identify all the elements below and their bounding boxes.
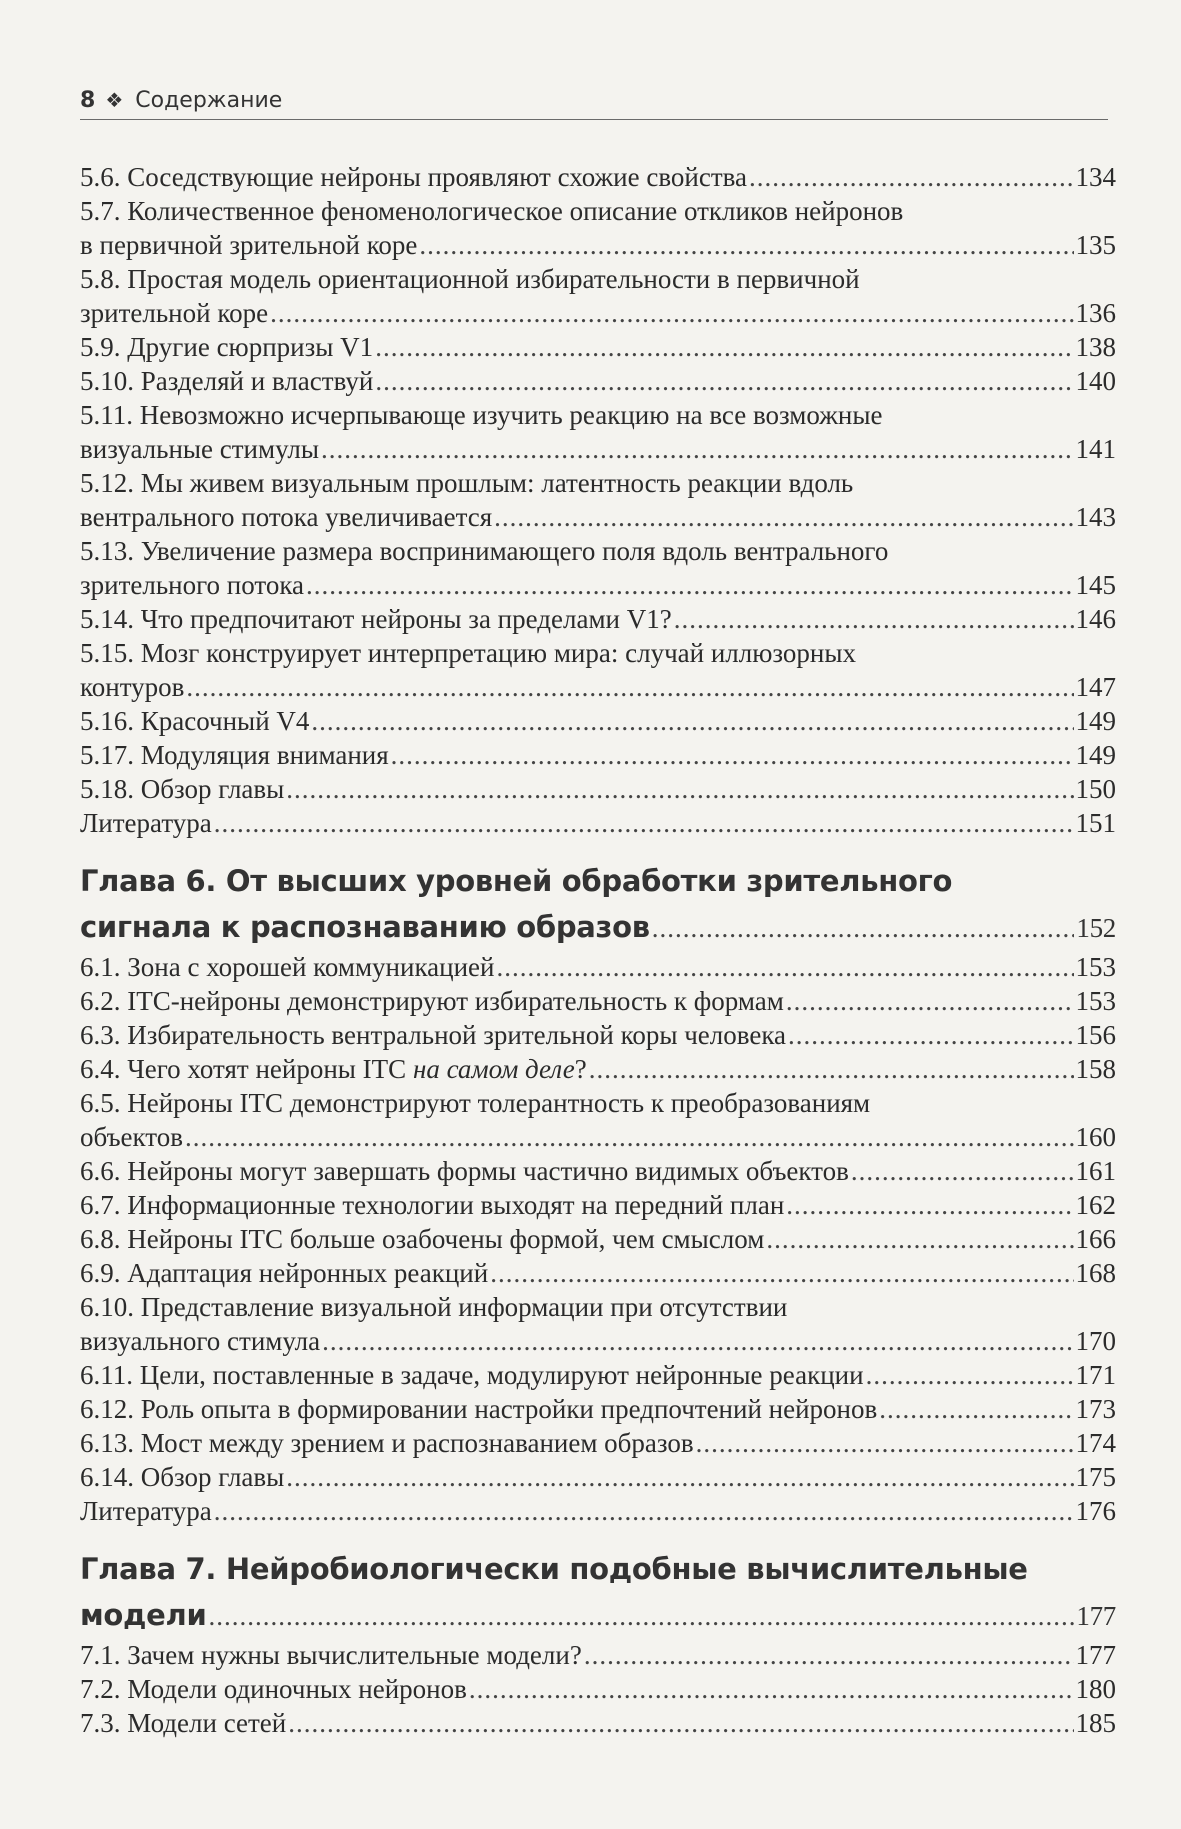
toc-entry-page: 185 xyxy=(1075,1708,1116,1738)
leader-dots xyxy=(589,1052,1074,1086)
toc-entry-title-line: 5.11. Невозможно исчерпывающе изучить реакцию на все возможные xyxy=(80,400,883,430)
leader-dots xyxy=(652,905,1075,951)
toc-entry-title: 5.17. Модуляция внимания xyxy=(80,740,389,770)
toc-entry-page: 136 xyxy=(1075,298,1116,328)
leader-dots xyxy=(419,228,1073,262)
leader-dots xyxy=(469,1672,1074,1706)
chapter-6-page: 152 xyxy=(1076,913,1116,943)
toc-entry[interactable] xyxy=(80,806,1116,840)
toc-entry[interactable] xyxy=(80,704,1116,738)
toc-entry-title: 5.10. Разделяй и властвуй xyxy=(80,366,374,396)
leader-dots xyxy=(288,1706,1073,1740)
toc-entry-title: 6.12. Роль опыта в формировании настройки предпочтений нейронов xyxy=(80,1394,878,1424)
toc-entry-title: 6.2. ITC-нейроны демонстрируют избирательность к формам xyxy=(80,986,784,1016)
toc-entry-page: 143 xyxy=(1075,502,1116,532)
toc-entry[interactable] xyxy=(80,636,1116,704)
toc-entry[interactable] xyxy=(80,1018,1116,1052)
leader-dots xyxy=(788,1018,1073,1052)
toc-entry[interactable] xyxy=(80,1706,1116,1740)
toc-entry-title: 6.7. Информационные технологии выходят на передний план xyxy=(80,1190,785,1220)
toc-entry[interactable] xyxy=(80,1154,1116,1188)
toc-entry[interactable] xyxy=(80,1290,1116,1358)
toc-entry-page: 138 xyxy=(1075,332,1116,362)
ornament-icon: ❖ xyxy=(105,88,124,112)
toc-entry-page: 176 xyxy=(1075,1496,1116,1526)
toc-entry-page: 140 xyxy=(1075,366,1116,396)
section-title: Содержание xyxy=(135,88,283,113)
toc-entry-page: 175 xyxy=(1075,1462,1116,1492)
toc-entry[interactable] xyxy=(80,1392,1116,1426)
toc-entry[interactable] xyxy=(80,950,1116,984)
toc-entry-page: 174 xyxy=(1075,1428,1116,1458)
toc-entry-title: 6.9. Адаптация нейронных реакций xyxy=(80,1258,489,1288)
chapter-7-entries xyxy=(80,1638,1116,1740)
toc-entry-page: 160 xyxy=(1075,1122,1116,1152)
toc-entry-page: 149 xyxy=(1075,740,1116,770)
leader-dots xyxy=(786,1188,1073,1222)
leader-dots xyxy=(311,704,1073,738)
toc-entry-page: 168 xyxy=(1075,1258,1116,1288)
toc-entry-page: 147 xyxy=(1075,672,1116,702)
toc-entry[interactable] xyxy=(80,984,1116,1018)
toc-entry-title-line: 6.10. Представление визуальной информации при отсутствии xyxy=(80,1292,788,1322)
leader-dots xyxy=(286,1460,1073,1494)
toc-entry-page: 162 xyxy=(1075,1190,1116,1220)
leader-dots xyxy=(749,160,1073,194)
toc-entry-page: 135 xyxy=(1075,230,1116,260)
toc-entry-title: 6.8. Нейроны ITC больше озабочены формой, чем смыслом xyxy=(80,1224,765,1254)
toc-entry-page: 145 xyxy=(1075,570,1116,600)
toc-entry-title: 5.14. Что предпочитают нейроны за пределами V1? xyxy=(80,604,672,634)
leader-dots xyxy=(322,1324,1073,1358)
leader-dots xyxy=(208,1593,1074,1639)
leader-dots xyxy=(490,1256,1073,1290)
toc-entry-title: зрительной коре xyxy=(80,298,269,328)
toc-entry-page: 141 xyxy=(1075,434,1116,464)
toc-entry-title: визуального стимула xyxy=(80,1326,321,1356)
toc-entry[interactable] xyxy=(80,398,1116,466)
toc-entry-page: 161 xyxy=(1075,1156,1116,1186)
toc-entry-page: 158 xyxy=(1075,1054,1116,1084)
toc-entry[interactable] xyxy=(80,602,1116,636)
toc-entry-page: 171 xyxy=(1075,1360,1116,1390)
toc-entry[interactable] xyxy=(80,1638,1116,1672)
toc-entry-title: вентрального потока увеличивается xyxy=(80,502,493,532)
toc-entry-title-line: 5.15. Мозг конструирует интерпретацию мира: случай иллюзорных xyxy=(80,638,856,668)
leader-dots xyxy=(321,432,1073,466)
leader-dots xyxy=(494,500,1073,534)
toc-entry-title: 7.3. Модели сетей xyxy=(80,1708,287,1738)
toc-entry-title: 7.1. Зачем нужны вычислительные модели? xyxy=(80,1640,582,1670)
toc-entry-title: 5.16. Красочный V4 xyxy=(80,706,310,736)
toc-entry-title: 5.6. Соседствующие нейроны проявляют схожие свойства xyxy=(80,162,748,192)
toc-entry-title: 5.18. Обзор главы xyxy=(80,774,285,804)
leader-dots xyxy=(851,1154,1074,1188)
toc-entry-page: 151 xyxy=(1075,808,1116,838)
leader-dots xyxy=(375,364,1073,398)
toc-entry-page: 180 xyxy=(1075,1674,1116,1704)
toc-entry[interactable] xyxy=(80,194,1116,262)
toc-entry-page: 149 xyxy=(1075,706,1116,736)
toc-entry[interactable] xyxy=(80,160,1116,194)
leader-dots xyxy=(866,1358,1074,1392)
toc-entry-title: 6.3. Избирательность вентральной зрительной коры человека xyxy=(80,1020,787,1050)
toc-entry[interactable] xyxy=(80,738,1116,772)
chapter-7-heading[interactable] xyxy=(80,1546,1116,1638)
toc-entry-page: 153 xyxy=(1075,986,1116,1016)
toc-entry-title-line: 5.12. Мы живем визуальным прошлым: латентность реакции вдоль xyxy=(80,468,854,498)
leader-dots xyxy=(214,806,1074,840)
leader-dots xyxy=(214,1494,1074,1528)
table-of-contents xyxy=(80,160,1116,1740)
chapter-7-page: 177 xyxy=(1076,1601,1116,1631)
toc-entry[interactable] xyxy=(80,1426,1116,1460)
toc-entry-title: 5.9. Другие сюрпризы V1 xyxy=(80,332,374,362)
leader-dots xyxy=(375,330,1073,364)
chapter-6-title-line1: Глава 6. От высших уровней обработки зрительного xyxy=(80,864,953,898)
chapter-7-title-line2: модели xyxy=(80,1598,207,1632)
chapter-6-entries xyxy=(80,950,1116,1528)
toc-entry-title: 6.11. Цели, поставленные в задаче, модулируют нейронные реакции xyxy=(80,1360,864,1390)
toc-entry[interactable] xyxy=(80,330,1116,364)
leader-dots xyxy=(270,296,1073,330)
leader-dots xyxy=(185,1120,1074,1154)
toc-entry-page: 146 xyxy=(1075,604,1116,634)
toc-entry[interactable] xyxy=(80,772,1116,806)
toc-entry-title: в первичной зрительной коре xyxy=(80,230,418,260)
toc-entry-page: 134 xyxy=(1075,162,1116,192)
toc-entry[interactable] xyxy=(80,1672,1116,1706)
toc-entry[interactable] xyxy=(80,262,1116,330)
toc-entry-title: 6.4. Чего хотят нейроны ITC на самом деле? xyxy=(80,1054,587,1084)
toc-entry-title: 6.6. Нейроны могут завершать формы частично видимых объектов xyxy=(80,1156,849,1186)
leader-dots xyxy=(766,1222,1073,1256)
toc-entry-title: зрительного потока xyxy=(80,570,305,600)
toc-entry[interactable] xyxy=(80,1494,1116,1528)
toc-entry[interactable] xyxy=(80,364,1116,398)
toc-entry-title: 6.14. Обзор главы xyxy=(80,1462,285,1492)
toc-entry-page: 156 xyxy=(1075,1020,1116,1050)
toc-entry-title-line: 5.13. Увеличение размера воспринимающего поля вдоль вентрального xyxy=(80,536,889,566)
toc-entry-page: 166 xyxy=(1075,1224,1116,1254)
toc-entry[interactable] xyxy=(80,1188,1116,1222)
leader-dots xyxy=(391,738,1074,772)
toc-entry-title-line: 5.7. Количественное феноменологическое описание откликов нейронов xyxy=(80,196,904,226)
leader-dots xyxy=(584,1638,1074,1672)
toc-entry[interactable] xyxy=(80,1086,1116,1154)
toc-entry-title-line: 5.8. Простая модель ориентационной избирательности в первичной xyxy=(80,264,860,294)
chapter-7-title-line1: Глава 7. Нейробиологически подобные вычислительные xyxy=(80,1552,1028,1586)
running-head xyxy=(80,88,1108,120)
toc-entry-title: 7.2. Модели одиночных нейронов xyxy=(80,1674,467,1704)
page-number: 8 xyxy=(80,88,96,113)
toc-entry[interactable] xyxy=(80,1052,1116,1086)
toc-entry-title: контуров xyxy=(80,672,185,702)
toc-entry-title-line: 6.5. Нейроны ITC демонстрируют толерантность к преобразованиям xyxy=(80,1088,871,1118)
toc-entry-page: 177 xyxy=(1075,1640,1116,1670)
toc-entry-page: 173 xyxy=(1075,1394,1116,1424)
leader-dots xyxy=(696,1426,1074,1460)
toc-entry-title: Литература xyxy=(80,1496,212,1526)
leader-dots xyxy=(186,670,1073,704)
toc-entry[interactable] xyxy=(80,1222,1116,1256)
toc-entry-title: визуальные стимулы xyxy=(80,434,320,464)
toc-entry[interactable] xyxy=(80,1358,1116,1392)
toc-entry[interactable] xyxy=(80,1460,1116,1494)
toc-entry-title: объектов xyxy=(80,1122,183,1152)
toc-entry-title: 6.1. Зона с хорошей коммуникацией xyxy=(80,952,495,982)
leader-dots xyxy=(786,984,1074,1018)
leader-dots xyxy=(879,1392,1073,1426)
toc-entry[interactable] xyxy=(80,534,1116,602)
chapter-6-title-line2: сигнала к распознаванию образов xyxy=(80,910,650,944)
leader-dots xyxy=(286,772,1073,806)
toc-entry[interactable] xyxy=(80,1256,1116,1290)
leader-dots xyxy=(306,568,1073,602)
leader-dots xyxy=(496,950,1073,984)
chapter-5-entries xyxy=(80,160,1116,840)
toc-entry-page: 170 xyxy=(1075,1326,1116,1356)
toc-entry-page: 150 xyxy=(1075,774,1116,804)
toc-entry-page: 153 xyxy=(1075,952,1116,982)
chapter-6-heading[interactable] xyxy=(80,858,1116,950)
toc-entry-title: Литература xyxy=(80,808,212,838)
leader-dots xyxy=(674,602,1074,636)
toc-entry-title: 6.13. Мост между зрением и распознаванием образов xyxy=(80,1428,694,1458)
toc-entry[interactable] xyxy=(80,466,1116,534)
